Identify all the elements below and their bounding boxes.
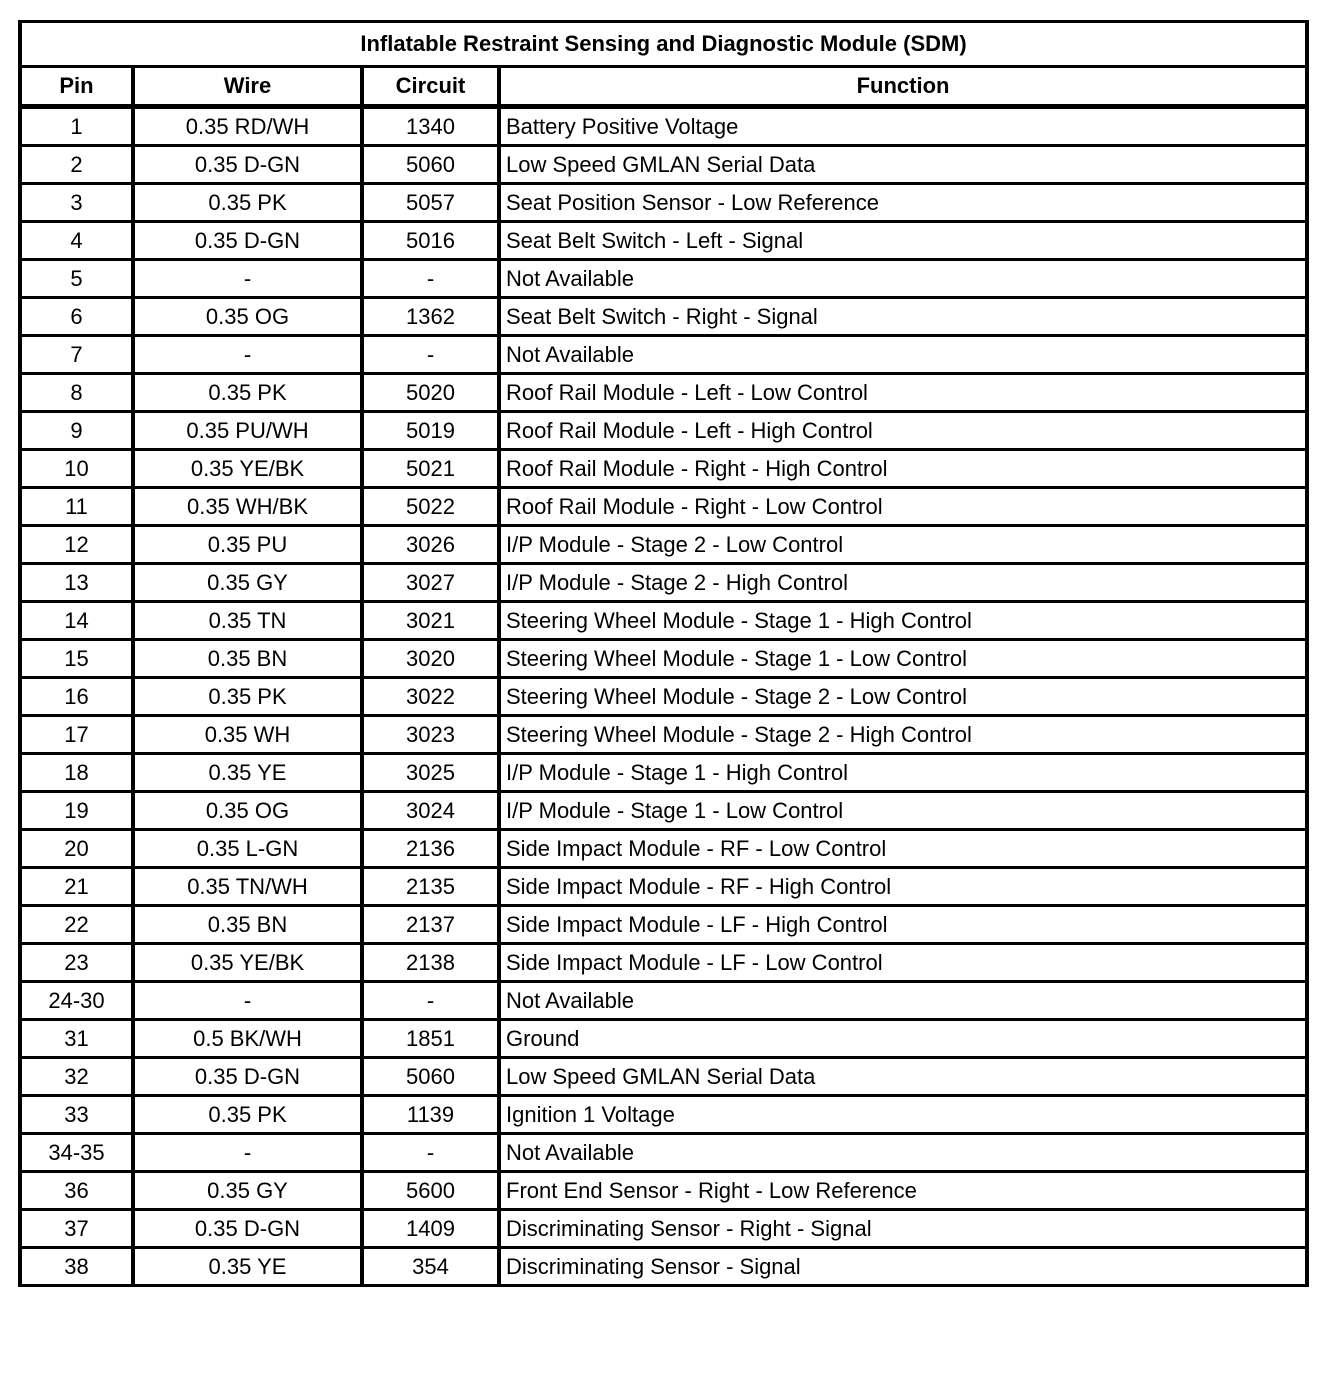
function-cell: Ignition 1 Voltage [499, 1096, 1307, 1134]
table-row [20, 754, 1307, 792]
pin-cell: 10 [20, 450, 133, 488]
table-row [20, 716, 1307, 754]
table-row [20, 526, 1307, 564]
circuit-cell: 5600 [362, 1172, 499, 1210]
table-row [20, 602, 1307, 640]
circuit-cell: - [362, 1134, 499, 1172]
pin-cell: 14 [20, 602, 133, 640]
table-row [20, 107, 1307, 146]
function-cell: Seat Belt Switch - Left - Signal [499, 222, 1307, 260]
circuit-cell: 5060 [362, 146, 499, 184]
wire-cell: 0.35 YE [133, 1248, 362, 1286]
pin-cell: 24-30 [20, 982, 133, 1020]
table-title: Inflatable Restraint Sensing and Diagnostic Module (SDM) [20, 22, 1307, 67]
table-row [20, 374, 1307, 412]
pin-cell: 18 [20, 754, 133, 792]
function-cell: I/P Module - Stage 2 - High Control [499, 564, 1307, 602]
circuit-cell: 3027 [362, 564, 499, 602]
circuit-cell: - [362, 260, 499, 298]
wire-cell: 0.35 PU [133, 526, 362, 564]
circuit-cell: 2138 [362, 944, 499, 982]
wire-cell: 0.5 BK/WH [133, 1020, 362, 1058]
pin-cell: 4 [20, 222, 133, 260]
wire-cell: 0.35 PU/WH [133, 412, 362, 450]
pin-cell: 17 [20, 716, 133, 754]
pin-cell: 7 [20, 336, 133, 374]
table-row [20, 184, 1307, 222]
table-row [20, 1248, 1307, 1286]
pin-cell: 1 [20, 107, 133, 146]
circuit-cell: 1851 [362, 1020, 499, 1058]
function-cell: Steering Wheel Module - Stage 1 - High Control [499, 602, 1307, 640]
column-header-pin: Pin [20, 67, 133, 107]
table-row [20, 678, 1307, 716]
table-row [20, 450, 1307, 488]
function-cell: Not Available [499, 336, 1307, 374]
column-header-function: Function [499, 67, 1307, 107]
wire-cell: - [133, 1134, 362, 1172]
table-row [20, 1172, 1307, 1210]
function-cell: Battery Positive Voltage [499, 107, 1307, 146]
circuit-cell: 3025 [362, 754, 499, 792]
wire-cell: 0.35 GY [133, 1172, 362, 1210]
circuit-cell: 5019 [362, 412, 499, 450]
function-cell: Seat Belt Switch - Right - Signal [499, 298, 1307, 336]
connector-pinout-sheet [18, 20, 1305, 1287]
wire-cell: 0.35 WH/BK [133, 488, 362, 526]
circuit-cell: 5022 [362, 488, 499, 526]
table-row [20, 146, 1307, 184]
pin-cell: 21 [20, 868, 133, 906]
function-cell: I/P Module - Stage 2 - Low Control [499, 526, 1307, 564]
function-cell: Discriminating Sensor - Right - Signal [499, 1210, 1307, 1248]
wire-cell: 0.35 TN/WH [133, 868, 362, 906]
pinout-table-body [20, 107, 1307, 1286]
function-cell: Steering Wheel Module - Stage 2 - Low Control [499, 678, 1307, 716]
function-cell: Ground [499, 1020, 1307, 1058]
wire-cell: 0.35 OG [133, 298, 362, 336]
circuit-cell: 5060 [362, 1058, 499, 1096]
circuit-cell: 5016 [362, 222, 499, 260]
pin-cell: 13 [20, 564, 133, 602]
pin-cell: 38 [20, 1248, 133, 1286]
wire-cell: 0.35 YE/BK [133, 450, 362, 488]
function-cell: Not Available [499, 982, 1307, 1020]
wire-cell: - [133, 260, 362, 298]
circuit-cell: 3022 [362, 678, 499, 716]
table-row [20, 260, 1307, 298]
function-cell: Not Available [499, 1134, 1307, 1172]
circuit-cell: 1340 [362, 107, 499, 146]
wire-cell: 0.35 OG [133, 792, 362, 830]
pin-cell: 8 [20, 374, 133, 412]
function-cell: Front End Sensor - Right - Low Reference [499, 1172, 1307, 1210]
wire-cell: 0.35 PK [133, 374, 362, 412]
pin-cell: 36 [20, 1172, 133, 1210]
pin-cell: 5 [20, 260, 133, 298]
pin-cell: 2 [20, 146, 133, 184]
pin-cell: 6 [20, 298, 133, 336]
table-row [20, 830, 1307, 868]
function-cell: Steering Wheel Module - Stage 2 - High Control [499, 716, 1307, 754]
function-cell: Steering Wheel Module - Stage 1 - Low Control [499, 640, 1307, 678]
wire-cell: - [133, 982, 362, 1020]
pin-cell: 11 [20, 488, 133, 526]
table-row [20, 488, 1307, 526]
table-row [20, 792, 1307, 830]
wire-cell: 0.35 BN [133, 906, 362, 944]
pin-cell: 32 [20, 1058, 133, 1096]
title-row [20, 22, 1307, 67]
table-row [20, 412, 1307, 450]
function-cell: Side Impact Module - LF - Low Control [499, 944, 1307, 982]
table-row [20, 222, 1307, 260]
wire-cell: - [133, 336, 362, 374]
table-row [20, 982, 1307, 1020]
pin-cell: 33 [20, 1096, 133, 1134]
pin-cell: 20 [20, 830, 133, 868]
circuit-cell: 1409 [362, 1210, 499, 1248]
circuit-cell: 3021 [362, 602, 499, 640]
circuit-cell: 2135 [362, 868, 499, 906]
table-row [20, 868, 1307, 906]
function-cell: Roof Rail Module - Left - High Control [499, 412, 1307, 450]
wire-cell: 0.35 L-GN [133, 830, 362, 868]
circuit-cell: 1362 [362, 298, 499, 336]
circuit-cell: - [362, 336, 499, 374]
wire-cell: 0.35 D-GN [133, 1210, 362, 1248]
table-row [20, 1020, 1307, 1058]
table-row [20, 298, 1307, 336]
wire-cell: 0.35 PK [133, 678, 362, 716]
pin-cell: 37 [20, 1210, 133, 1248]
wire-cell: 0.35 D-GN [133, 222, 362, 260]
wire-cell: 0.35 D-GN [133, 1058, 362, 1096]
wire-cell: 0.35 GY [133, 564, 362, 602]
circuit-cell: 3023 [362, 716, 499, 754]
function-cell: Roof Rail Module - Right - High Control [499, 450, 1307, 488]
pin-cell: 22 [20, 906, 133, 944]
circuit-cell: - [362, 982, 499, 1020]
pin-cell: 12 [20, 526, 133, 564]
function-cell: Roof Rail Module - Right - Low Control [499, 488, 1307, 526]
function-cell: Seat Position Sensor - Low Reference [499, 184, 1307, 222]
table-row [20, 564, 1307, 602]
circuit-cell: 2137 [362, 906, 499, 944]
table-row [20, 640, 1307, 678]
function-cell: I/P Module - Stage 1 - High Control [499, 754, 1307, 792]
circuit-cell: 2136 [362, 830, 499, 868]
table-row [20, 1134, 1307, 1172]
circuit-cell: 1139 [362, 1096, 499, 1134]
function-cell: Not Available [499, 260, 1307, 298]
header-row [20, 67, 1307, 107]
circuit-cell: 3020 [362, 640, 499, 678]
circuit-cell: 3026 [362, 526, 499, 564]
table-row [20, 1210, 1307, 1248]
circuit-cell: 354 [362, 1248, 499, 1286]
table-row [20, 906, 1307, 944]
function-cell: I/P Module - Stage 1 - Low Control [499, 792, 1307, 830]
pin-cell: 23 [20, 944, 133, 982]
function-cell: Side Impact Module - RF - Low Control [499, 830, 1307, 868]
table-row [20, 944, 1307, 982]
pin-cell: 3 [20, 184, 133, 222]
wire-cell: 0.35 WH [133, 716, 362, 754]
function-cell: Roof Rail Module - Left - Low Control [499, 374, 1307, 412]
table-row [20, 1058, 1307, 1096]
function-cell: Side Impact Module - LF - High Control [499, 906, 1307, 944]
wire-cell: 0.35 RD/WH [133, 107, 362, 146]
column-header-circuit: Circuit [362, 67, 499, 107]
wire-cell: 0.35 D-GN [133, 146, 362, 184]
pin-cell: 16 [20, 678, 133, 716]
wire-cell: 0.35 BN [133, 640, 362, 678]
pin-cell: 15 [20, 640, 133, 678]
pin-cell: 31 [20, 1020, 133, 1058]
function-cell: Low Speed GMLAN Serial Data [499, 1058, 1307, 1096]
circuit-cell: 5020 [362, 374, 499, 412]
function-cell: Low Speed GMLAN Serial Data [499, 146, 1307, 184]
table-row [20, 1096, 1307, 1134]
table-row [20, 336, 1307, 374]
wire-cell: 0.35 YE [133, 754, 362, 792]
pin-cell: 34-35 [20, 1134, 133, 1172]
wire-cell: 0.35 YE/BK [133, 944, 362, 982]
pin-cell: 19 [20, 792, 133, 830]
pin-cell: 9 [20, 412, 133, 450]
pinout-table [18, 20, 1309, 1287]
function-cell: Discriminating Sensor - Signal [499, 1248, 1307, 1286]
circuit-cell: 3024 [362, 792, 499, 830]
wire-cell: 0.35 PK [133, 184, 362, 222]
function-cell: Side Impact Module - RF - High Control [499, 868, 1307, 906]
column-header-wire: Wire [133, 67, 362, 107]
wire-cell: 0.35 PK [133, 1096, 362, 1134]
wire-cell: 0.35 TN [133, 602, 362, 640]
circuit-cell: 5057 [362, 184, 499, 222]
circuit-cell: 5021 [362, 450, 499, 488]
